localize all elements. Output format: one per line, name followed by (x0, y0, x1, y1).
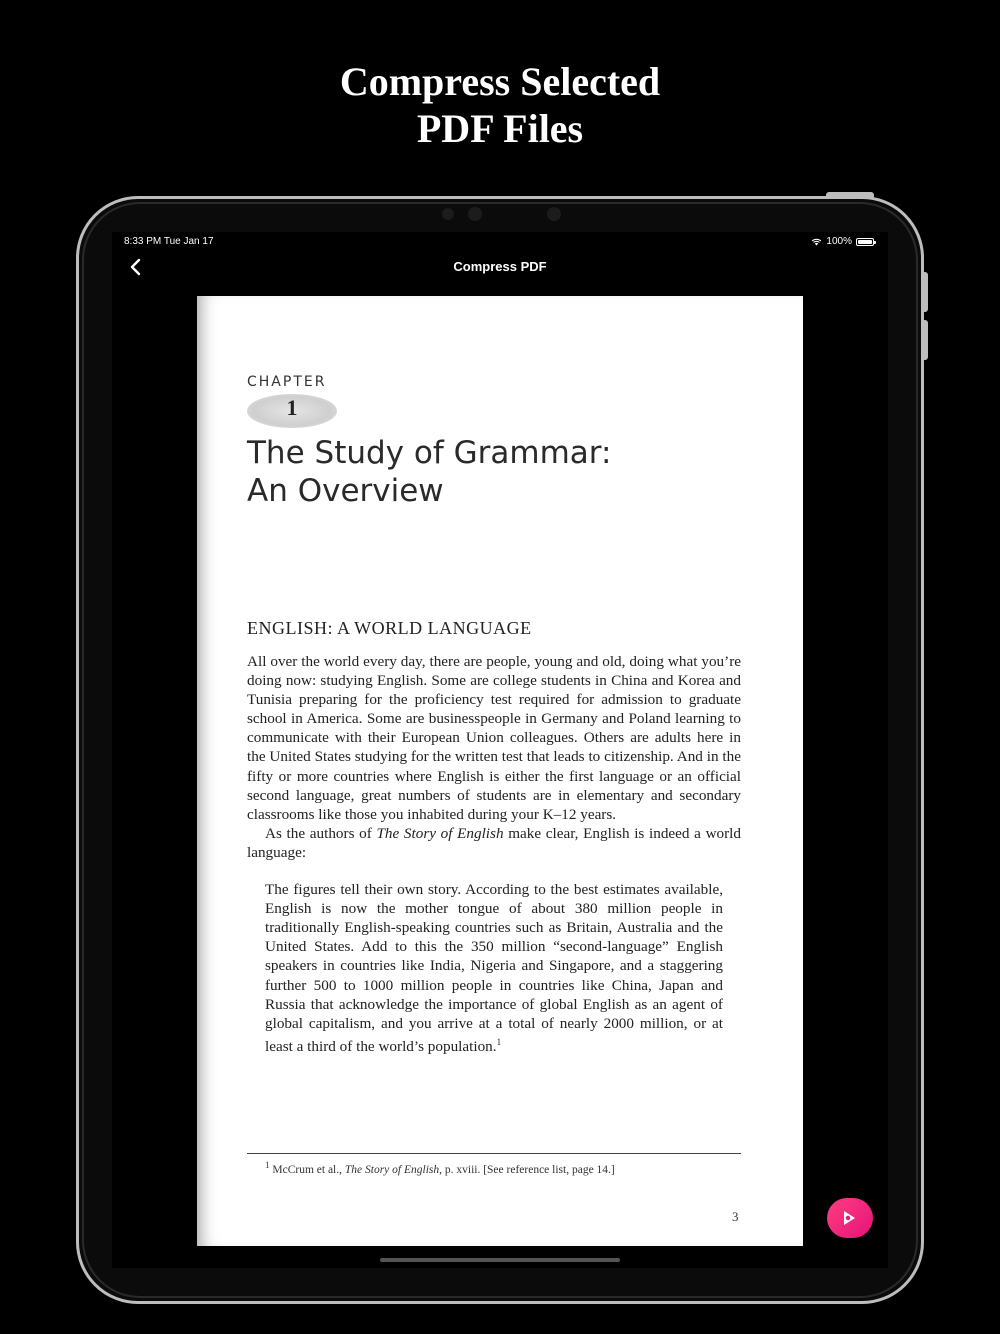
app-screen (112, 232, 888, 1268)
camera-sensor-icon (547, 207, 561, 221)
pdf-page-content (247, 374, 741, 1056)
pdf-page-viewer[interactable] (197, 296, 803, 1246)
chapter-badge (247, 374, 337, 430)
status-indicators (811, 236, 874, 247)
block-quote (265, 880, 723, 1056)
headline-line-2: PDF Files (416, 106, 584, 151)
promo-headline (0, 58, 1000, 152)
chapter-title-line-1: The Study of Grammar: (247, 435, 612, 471)
battery-percent: 100% (826, 236, 852, 247)
headline-line-1: Compress Selected (339, 59, 661, 104)
chapter-title (247, 434, 741, 510)
paragraph-2-text-end: make clear, English is indeed a world language: (247, 824, 741, 861)
footnote (265, 1160, 615, 1176)
footnote-text: McCrum et al., (269, 1163, 345, 1176)
block-quote-text: The figures tell their own story. According to the best estimates available, English is now the mother tongue of about 380 million people in traditionally English-speaking countries such as Britain, Australia and the United States. Add to this the 350 million “second-language” English speakers in countries like India, Nigeria and Singapore, and a staggering further 500 to 1000 million people in countries like China, Japan and Russia that acknowledge the importance of global English as an agent of global capitalism, and you arrive at a total of nearly 2000 million, or at least a third of the world’s population. (265, 881, 723, 1055)
battery-icon (856, 238, 874, 246)
home-indicator[interactable] (380, 1258, 620, 1262)
footnote-number: 1 (265, 1160, 270, 1170)
body-text (247, 652, 741, 862)
chapter-number: 1 (286, 395, 298, 420)
footnote-marker: 1 (496, 1036, 502, 1047)
paragraph-2 (247, 824, 741, 862)
camera-lens-icon (468, 207, 482, 221)
compress-action-button[interactable] (827, 1198, 873, 1238)
chapter-title-line-2: An Overview (247, 473, 444, 509)
paragraph-1: All over the world every day, there are people, young and old, doing what you’re doing now: studying English. Some are college students in China and Korea and Tunisia preparing for the proficiency test required for admission to graduate school in America. Some are businesspeople in Germany and Poland learning to communicate with their European Union colleagues. Others are adults here in the United States studying for the written test that leads to citizenship. And in the fifty or more countries where English is either the first language or an official second language, great numbers of students are in elementary and secondary classrooms like those you inhabited during your K–12 years. (247, 653, 741, 823)
wifi-icon (811, 238, 822, 246)
camera-sensor-icon (442, 208, 454, 220)
section-heading: ENGLISH: A WORLD LANGUAGE (247, 618, 532, 638)
footnote-divider (247, 1153, 741, 1154)
nav-title: Compress PDF (453, 259, 547, 274)
play-sparkle-icon (840, 1209, 860, 1227)
paragraph-2-text: As the authors of (265, 824, 377, 842)
footnote-title-italic: The Story of English (344, 1163, 440, 1176)
book-title-italic: The Story of English (376, 824, 504, 842)
page-number: 3 (732, 1209, 739, 1224)
chapter-word: CHAPTER (247, 374, 327, 390)
footnote-text-end: , p. xviii. [See reference list, page 14.] (439, 1163, 615, 1176)
status-time: 8:33 PM Tue Jan 17 (124, 236, 214, 247)
